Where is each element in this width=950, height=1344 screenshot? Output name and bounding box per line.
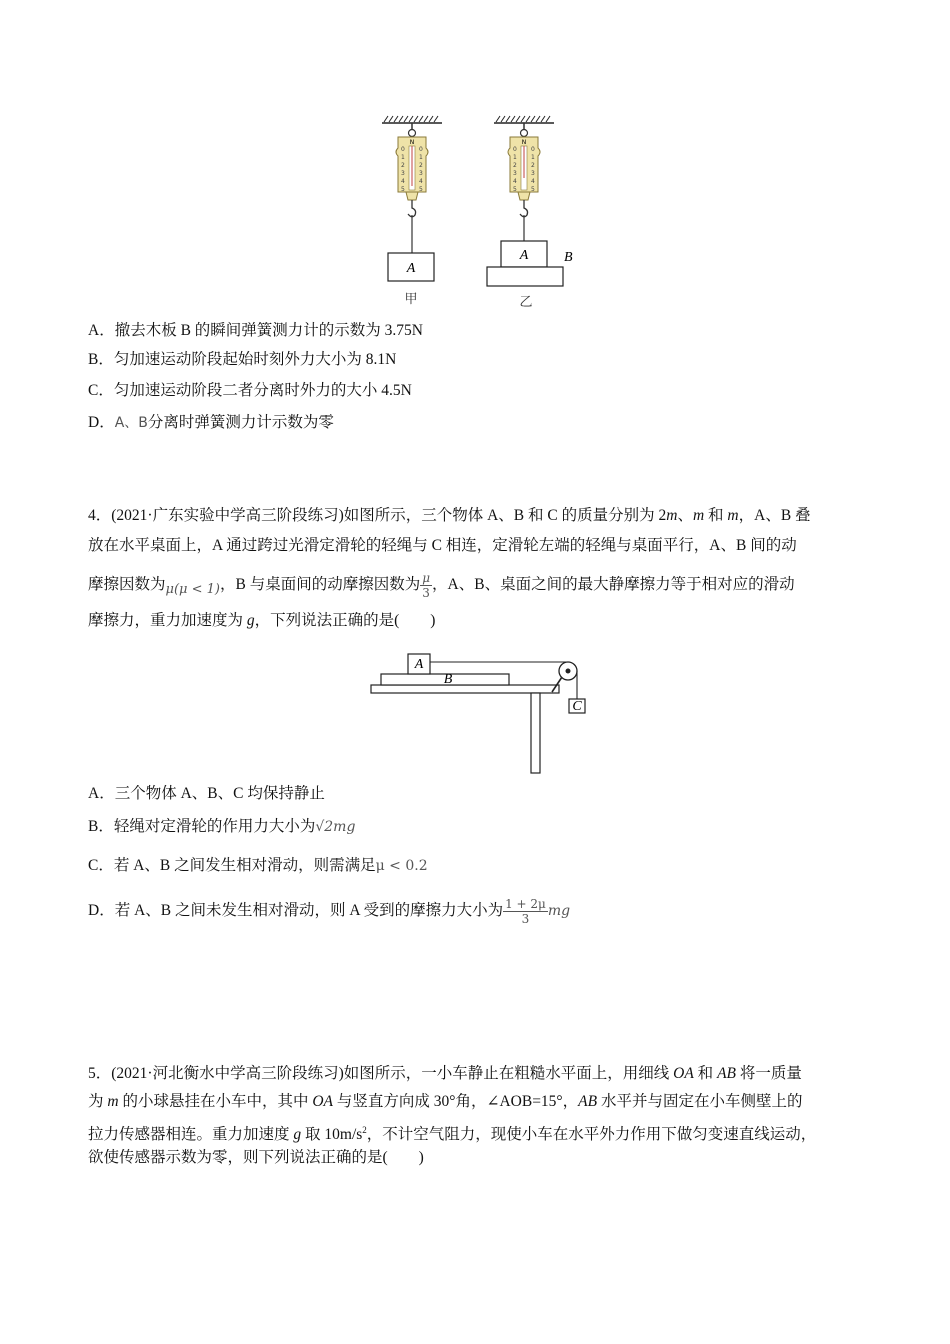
pulley-table-figure — [365, 648, 590, 776]
scale-tick: 5 — [531, 186, 535, 193]
caption-yi: 乙 — [519, 295, 533, 310]
q3-option-a: A．撤去木板 B 的瞬间弹簧测力计的示数为 3.75N — [88, 322, 423, 339]
q4-option-c — [88, 856, 428, 876]
scale-tick: 2 — [531, 162, 535, 169]
q5-text: 为 — [88, 1093, 108, 1110]
q3-option-c: C．匀加速运动阶段二者分离时外力的大小 4.5N — [88, 382, 412, 399]
pulley-axle — [566, 669, 571, 674]
q4-option-d-text: D．若 A、B 之间未发生相对滑动，则 A 受到的摩擦力大小为 — [88, 902, 504, 919]
scale-tick: 3 — [401, 170, 405, 177]
q5-text: 拉力传感器相连。重力加速度 — [88, 1126, 294, 1144]
table-leg — [531, 693, 540, 773]
q4-option-a: A．三个物体 A、B、C 均保持静止 — [88, 785, 325, 802]
q4-line-1 — [88, 506, 868, 526]
q4-option-d — [88, 891, 570, 931]
q5-text: 5．(2021·河北衡水中学高三阶段练习)如图所示，一小车静止在粗糙水平面上，用细线 — [88, 1065, 674, 1082]
scale-tick: 1 — [531, 154, 535, 161]
q3-option-d-rest: 分离时弹簧测力计示数为零 — [147, 414, 334, 431]
scale-tick: 2 — [419, 162, 423, 169]
q4-line-4 — [88, 611, 868, 631]
scale-tick: 1 — [513, 154, 517, 161]
q5-text: 取 10m/s — [301, 1126, 363, 1144]
frac-denominator: 3 — [422, 585, 430, 600]
ceiling-right — [494, 116, 554, 123]
frac-numerator: 1 + 2μ — [505, 896, 546, 911]
frac-numerator: μ — [422, 570, 431, 585]
q4-line-3 — [88, 569, 868, 601]
q4-option-b — [88, 817, 355, 837]
q4-text: 和 — [704, 507, 728, 524]
q3-option-d-prefix: D． — [88, 414, 115, 431]
q4-option-d-fraction — [503, 897, 548, 926]
q5-text: 和 — [693, 1065, 718, 1082]
spring-scale-figure — [370, 112, 590, 312]
scale-tick: 4 — [531, 178, 535, 185]
q4-option-c-text: C．若 A、B 之间发生相对滑动，则需满足 — [88, 857, 376, 874]
scale-unit-label: N — [521, 139, 527, 146]
q4-line-2: 放在水平桌面上，A 通过跨过光滑定滑轮的轻绳与 C 相连，定滑轮左端的轻绳与桌面平行，A、B 间的动 — [88, 537, 797, 554]
q4-text: 摩擦因数为 — [88, 576, 166, 593]
scale-unit-label: N — [409, 139, 415, 146]
q4-text: 4．(2021·广东实验中学高三阶段练习)如图所示，三个物体 A、B 和 C 的质量分别为 2 — [88, 507, 667, 524]
var-m: m — [107, 1093, 119, 1110]
q4-text: ，B 与桌面间的动摩擦因数为 — [220, 576, 421, 593]
spring-scale-left — [396, 123, 428, 253]
q3-option-d-ab: A、B — [114, 415, 148, 431]
ceiling-left — [382, 116, 442, 123]
q4-text: ，A、B、桌面之间的最大静摩擦力等于相对应的滑动 — [432, 576, 795, 593]
q5-text: ，不计空气阻力，现使小车在水平外力作用下做匀变速直线运动， — [366, 1126, 817, 1144]
var-ab: AB — [717, 1065, 736, 1082]
scale-tick: 4 — [419, 178, 423, 185]
q4-option-b-text: B．轻绳对定滑轮的作用力大小为 — [88, 818, 316, 835]
var-m: m — [692, 507, 705, 524]
q5-text: 与竖直方向成 30°角，∠AOB=15°， — [333, 1093, 579, 1110]
question-5 — [88, 1064, 868, 1168]
board-b-label: B — [443, 672, 453, 687]
board-b — [487, 267, 563, 286]
q5-text: 水平并与固定在小车侧壁上的 — [597, 1093, 803, 1110]
mu-over-3 — [420, 571, 432, 600]
q4-text: 、 — [677, 507, 693, 524]
q5-text: 的小球悬挂在小车中，其中 — [118, 1093, 313, 1110]
scale-tick: 3 — [513, 170, 517, 177]
q5-line-4: 欲使传感器示数为零，则下列说法正确的是( ) — [88, 1149, 424, 1166]
scale-tick: 0 — [531, 146, 535, 153]
scale-tick: 5 — [419, 186, 423, 193]
var-oa: OA — [673, 1065, 694, 1082]
q3-option-b: B．匀加速运动阶段起始时刻外力大小为 8.1N — [88, 351, 397, 368]
scale-tick: 3 — [531, 170, 535, 177]
scale-tick: 0 — [513, 146, 517, 153]
q5-text: 将一质量 — [736, 1065, 802, 1082]
tabletop — [371, 685, 559, 693]
scale-tick: 0 — [401, 146, 405, 153]
caption-jia: 甲 — [404, 292, 418, 307]
mu-condition: μ(μ < 1) — [165, 582, 220, 597]
block-a-label: A — [406, 261, 416, 276]
block-c-label: C — [572, 699, 582, 714]
block-a-label: A — [414, 657, 424, 672]
var-g: g — [246, 612, 255, 629]
scale-tick: 2 — [401, 162, 405, 169]
var-m: m — [666, 507, 678, 524]
block-a-label: A — [519, 248, 529, 263]
q4-text: ，下列说法正确的是( ) — [254, 612, 436, 629]
q4-option-c-math: μ < 0.2 — [375, 858, 428, 874]
var-oa: OA — [312, 1093, 334, 1110]
scale-tick: 1 — [401, 154, 405, 161]
q5-line-1 — [88, 1064, 868, 1084]
superscript: 2 — [362, 1125, 367, 1135]
var-m: m — [727, 507, 739, 524]
q3-option-d — [88, 413, 334, 433]
scale-tick: 3 — [419, 170, 423, 177]
frac-denominator: 3 — [521, 911, 530, 926]
scale-tick: 2 — [513, 162, 517, 169]
scale-tick: 1 — [419, 154, 423, 161]
q5-line-2 — [88, 1092, 868, 1112]
var-g: g — [293, 1126, 302, 1144]
scale-tick: 5 — [401, 186, 405, 193]
q4-text: ，A、B 叠 — [738, 507, 811, 524]
question-4 — [88, 506, 868, 631]
scale-tick: 4 — [401, 178, 405, 185]
q4-option-b-math: √2mg — [315, 819, 356, 835]
scale-tick: 0 — [419, 146, 423, 153]
q5-line-3 — [88, 1120, 868, 1144]
var-mg: mg — [547, 903, 571, 919]
spring-scale-right — [508, 123, 540, 241]
scale-tick: 4 — [513, 178, 517, 185]
var-ab: AB — [578, 1093, 598, 1110]
board-b-label: B — [564, 250, 573, 265]
scale-tick: 5 — [513, 186, 517, 193]
q4-text: 摩擦力，重力加速度为 — [88, 612, 247, 629]
